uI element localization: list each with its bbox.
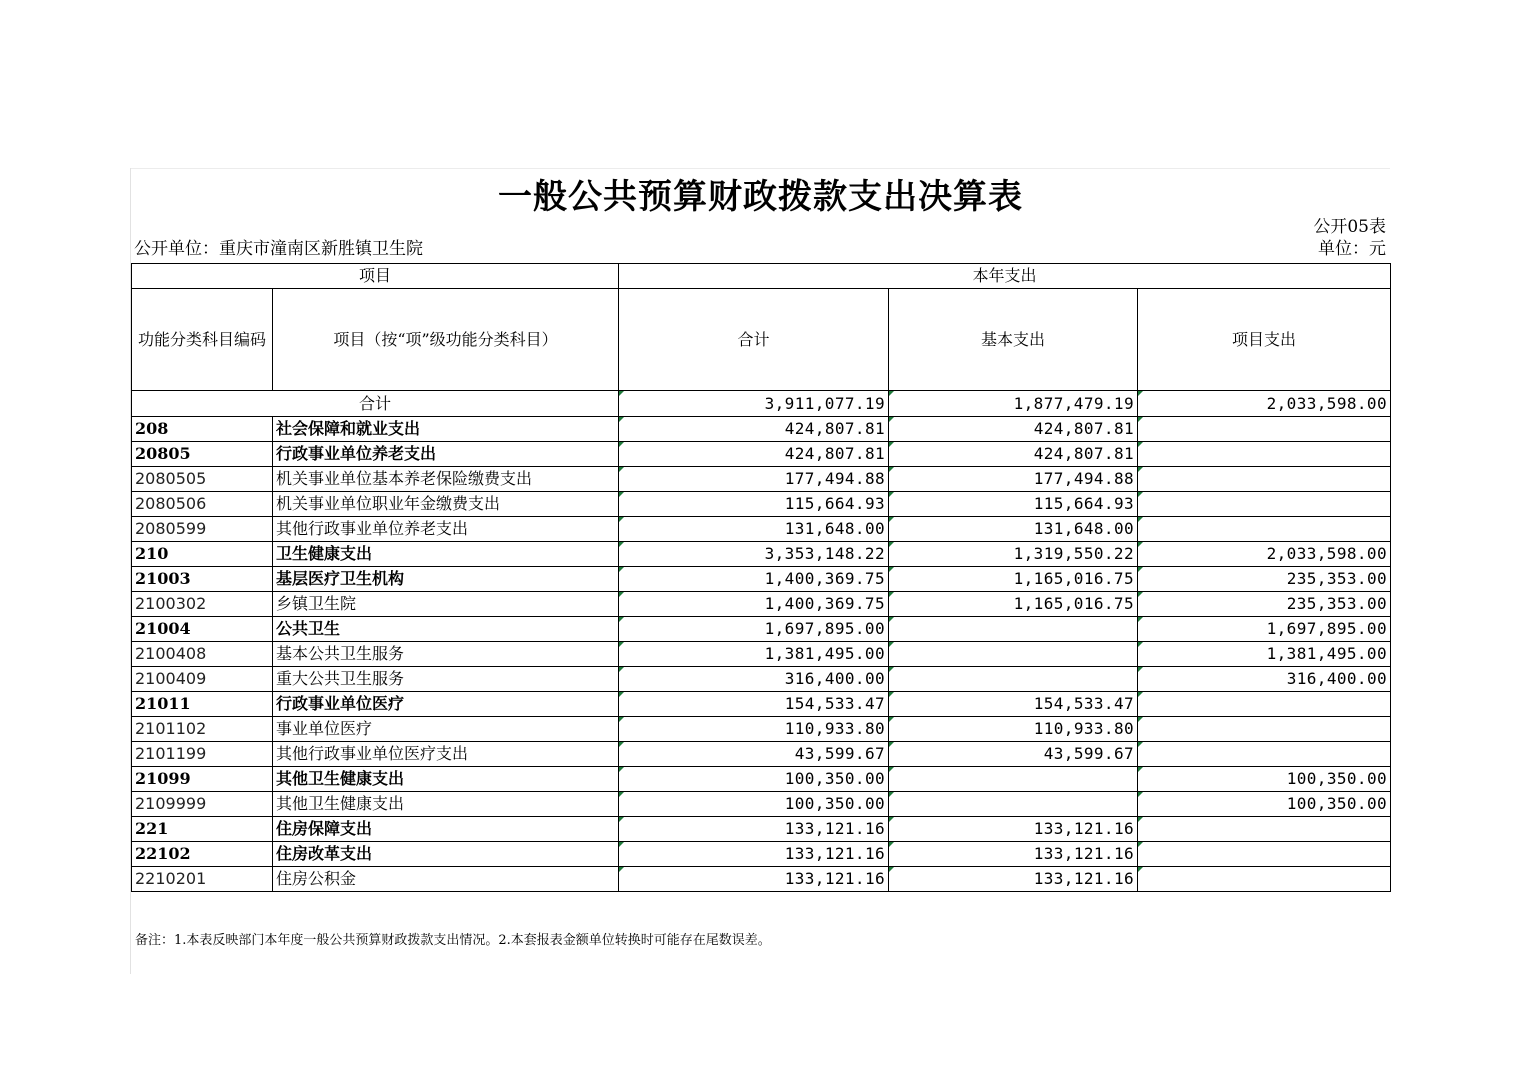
cell-name: 其他卫生健康支出 — [273, 767, 619, 792]
column-header-name: 项目（按“项”级功能分类科目） — [273, 289, 619, 391]
cell-project — [1138, 467, 1391, 492]
cell-basic: 1,165,016.75 — [889, 567, 1138, 592]
cell-name: 住房改革支出 — [273, 842, 619, 867]
cell-total: 100,350.00 — [619, 792, 889, 817]
column-header-code: 功能分类科目编码 — [132, 289, 273, 391]
cell-code: 21004 — [132, 617, 273, 642]
cell-total: 133,121.16 — [619, 842, 889, 867]
cell-project — [1138, 842, 1391, 867]
currency-unit: 单位：元 — [1318, 239, 1386, 259]
cell-project: 100,350.00 — [1138, 792, 1391, 817]
cell-project — [1138, 417, 1391, 442]
cell-name: 事业单位医疗 — [273, 717, 619, 742]
cell-code: 2109999 — [132, 792, 273, 817]
column-header-project: 项目支出 — [1138, 289, 1391, 391]
cell-code: 2080505 — [132, 467, 273, 492]
cell-name: 其他卫生健康支出 — [273, 792, 619, 817]
header-row-2 — [132, 289, 1391, 391]
cell-name: 机关事业单位基本养老保险缴费支出 — [273, 467, 619, 492]
cell-code: 2080599 — [132, 517, 273, 542]
table-row — [132, 817, 1391, 842]
cell-project: 1,381,495.00 — [1138, 642, 1391, 667]
header-project: 项目 — [132, 264, 619, 289]
cell-code: 22102 — [132, 842, 273, 867]
cell-total: 424,807.81 — [619, 417, 889, 442]
total-project-amount: 2,033,598.00 — [1138, 391, 1391, 417]
cell-basic — [889, 617, 1138, 642]
cell-name: 社会保障和就业支出 — [273, 417, 619, 442]
cell-total: 3,353,148.22 — [619, 542, 889, 567]
cell-name: 重大公共卫生服务 — [273, 667, 619, 692]
cell-name: 公共卫生 — [273, 617, 619, 642]
header-current-year: 本年支出 — [619, 264, 1391, 289]
column-header-basic: 基本支出 — [889, 289, 1138, 391]
cell-basic: 424,807.81 — [889, 442, 1138, 467]
table-row — [132, 417, 1391, 442]
cell-project — [1138, 817, 1391, 842]
cell-basic: 177,494.88 — [889, 467, 1138, 492]
cell-project — [1138, 442, 1391, 467]
cell-project: 235,353.00 — [1138, 592, 1391, 617]
cell-code: 2080506 — [132, 492, 273, 517]
cell-code: 21099 — [132, 767, 273, 792]
cell-total: 133,121.16 — [619, 817, 889, 842]
table-row — [132, 717, 1391, 742]
cell-code: 20805 — [132, 442, 273, 467]
cell-name: 行政事业单位医疗 — [273, 692, 619, 717]
table-row — [132, 667, 1391, 692]
cell-name: 基本公共卫生服务 — [273, 642, 619, 667]
cell-total: 1,400,369.75 — [619, 567, 889, 592]
cell-code: 2101102 — [132, 717, 273, 742]
cell-code: 208 — [132, 417, 273, 442]
table-row — [132, 867, 1391, 892]
cell-project — [1138, 717, 1391, 742]
cell-total: 133,121.16 — [619, 867, 889, 892]
cell-name: 机关事业单位职业年金缴费支出 — [273, 492, 619, 517]
reporting-unit: 公开单位：重庆市潼南区新胜镇卫生院 — [134, 239, 423, 259]
cell-basic: 43,599.67 — [889, 742, 1138, 767]
cell-basic: 1,319,550.22 — [889, 542, 1138, 567]
cell-project: 316,400.00 — [1138, 667, 1391, 692]
table-row — [132, 842, 1391, 867]
cell-total: 424,807.81 — [619, 442, 889, 467]
table-row — [132, 467, 1391, 492]
form-number: 公开05表 — [1313, 217, 1386, 237]
cell-project — [1138, 692, 1391, 717]
spreadsheet-page — [130, 168, 1390, 974]
table-row — [132, 767, 1391, 792]
total-basic-amount: 1,877,479.19 — [889, 391, 1138, 417]
cell-basic — [889, 767, 1138, 792]
cell-project — [1138, 867, 1391, 892]
cell-basic — [889, 642, 1138, 667]
cell-code: 2210201 — [132, 867, 273, 892]
table-row — [132, 567, 1391, 592]
cell-total: 1,400,369.75 — [619, 592, 889, 617]
table-row — [132, 642, 1391, 667]
top-border-line — [131, 168, 1390, 169]
cell-basic — [889, 792, 1138, 817]
cell-code: 2100302 — [132, 592, 273, 617]
header-row-1 — [132, 264, 1391, 289]
cell-name: 基层医疗卫生机构 — [273, 567, 619, 592]
cell-total: 115,664.93 — [619, 492, 889, 517]
table-row — [132, 617, 1391, 642]
cell-basic — [889, 667, 1138, 692]
cell-code: 2101199 — [132, 742, 273, 767]
cell-name: 卫生健康支出 — [273, 542, 619, 567]
table-row — [132, 442, 1391, 467]
total-amount: 3,911,077.19 — [619, 391, 889, 417]
expenditure-table — [131, 263, 1391, 892]
cell-name: 乡镇卫生院 — [273, 592, 619, 617]
table-row — [132, 692, 1391, 717]
cell-total: 154,533.47 — [619, 692, 889, 717]
table-row — [132, 742, 1391, 767]
footnote: 备注：1.本表反映部门本年度一般公共预算财政拨款支出情况。2.本套报表金额单位转换时可能存在尾数误差。 — [135, 933, 771, 948]
cell-code: 210 — [132, 542, 273, 567]
cell-code: 221 — [132, 817, 273, 842]
table-row — [132, 792, 1391, 817]
cell-project: 235,353.00 — [1138, 567, 1391, 592]
cell-basic: 1,165,016.75 — [889, 592, 1138, 617]
cell-basic: 110,933.80 — [889, 717, 1138, 742]
cell-basic: 424,807.81 — [889, 417, 1138, 442]
cell-name: 行政事业单位养老支出 — [273, 442, 619, 467]
cell-basic: 133,121.16 — [889, 867, 1138, 892]
cell-basic: 131,648.00 — [889, 517, 1138, 542]
cell-basic: 133,121.16 — [889, 817, 1138, 842]
cell-code: 2100408 — [132, 642, 273, 667]
table-row — [132, 492, 1391, 517]
cell-basic: 133,121.16 — [889, 842, 1138, 867]
table-row — [132, 542, 1391, 567]
cell-basic: 115,664.93 — [889, 492, 1138, 517]
table-body — [132, 264, 1391, 892]
cell-project — [1138, 742, 1391, 767]
cell-name: 住房保障支出 — [273, 817, 619, 842]
total-label: 合计 — [132, 391, 619, 417]
cell-project: 100,350.00 — [1138, 767, 1391, 792]
cell-name: 其他行政事业单位医疗支出 — [273, 742, 619, 767]
cell-total: 316,400.00 — [619, 667, 889, 692]
cell-code: 21003 — [132, 567, 273, 592]
cell-total: 100,350.00 — [619, 767, 889, 792]
cell-name: 住房公积金 — [273, 867, 619, 892]
cell-total: 177,494.88 — [619, 467, 889, 492]
cell-total: 110,933.80 — [619, 717, 889, 742]
document-title: 一般公共预算财政拨款支出决算表 — [498, 177, 1023, 217]
cell-total: 1,697,895.00 — [619, 617, 889, 642]
cell-project — [1138, 492, 1391, 517]
cell-project: 2,033,598.00 — [1138, 542, 1391, 567]
total-row — [132, 391, 1391, 417]
column-header-total: 合计 — [619, 289, 889, 391]
cell-total: 43,599.67 — [619, 742, 889, 767]
table-row — [132, 517, 1391, 542]
cell-basic: 154,533.47 — [889, 692, 1138, 717]
cell-code: 21011 — [132, 692, 273, 717]
cell-project — [1138, 517, 1391, 542]
cell-total: 1,381,495.00 — [619, 642, 889, 667]
cell-project: 1,697,895.00 — [1138, 617, 1391, 642]
cell-total: 131,648.00 — [619, 517, 889, 542]
cell-name: 其他行政事业单位养老支出 — [273, 517, 619, 542]
cell-code: 2100409 — [132, 667, 273, 692]
table-row — [132, 592, 1391, 617]
